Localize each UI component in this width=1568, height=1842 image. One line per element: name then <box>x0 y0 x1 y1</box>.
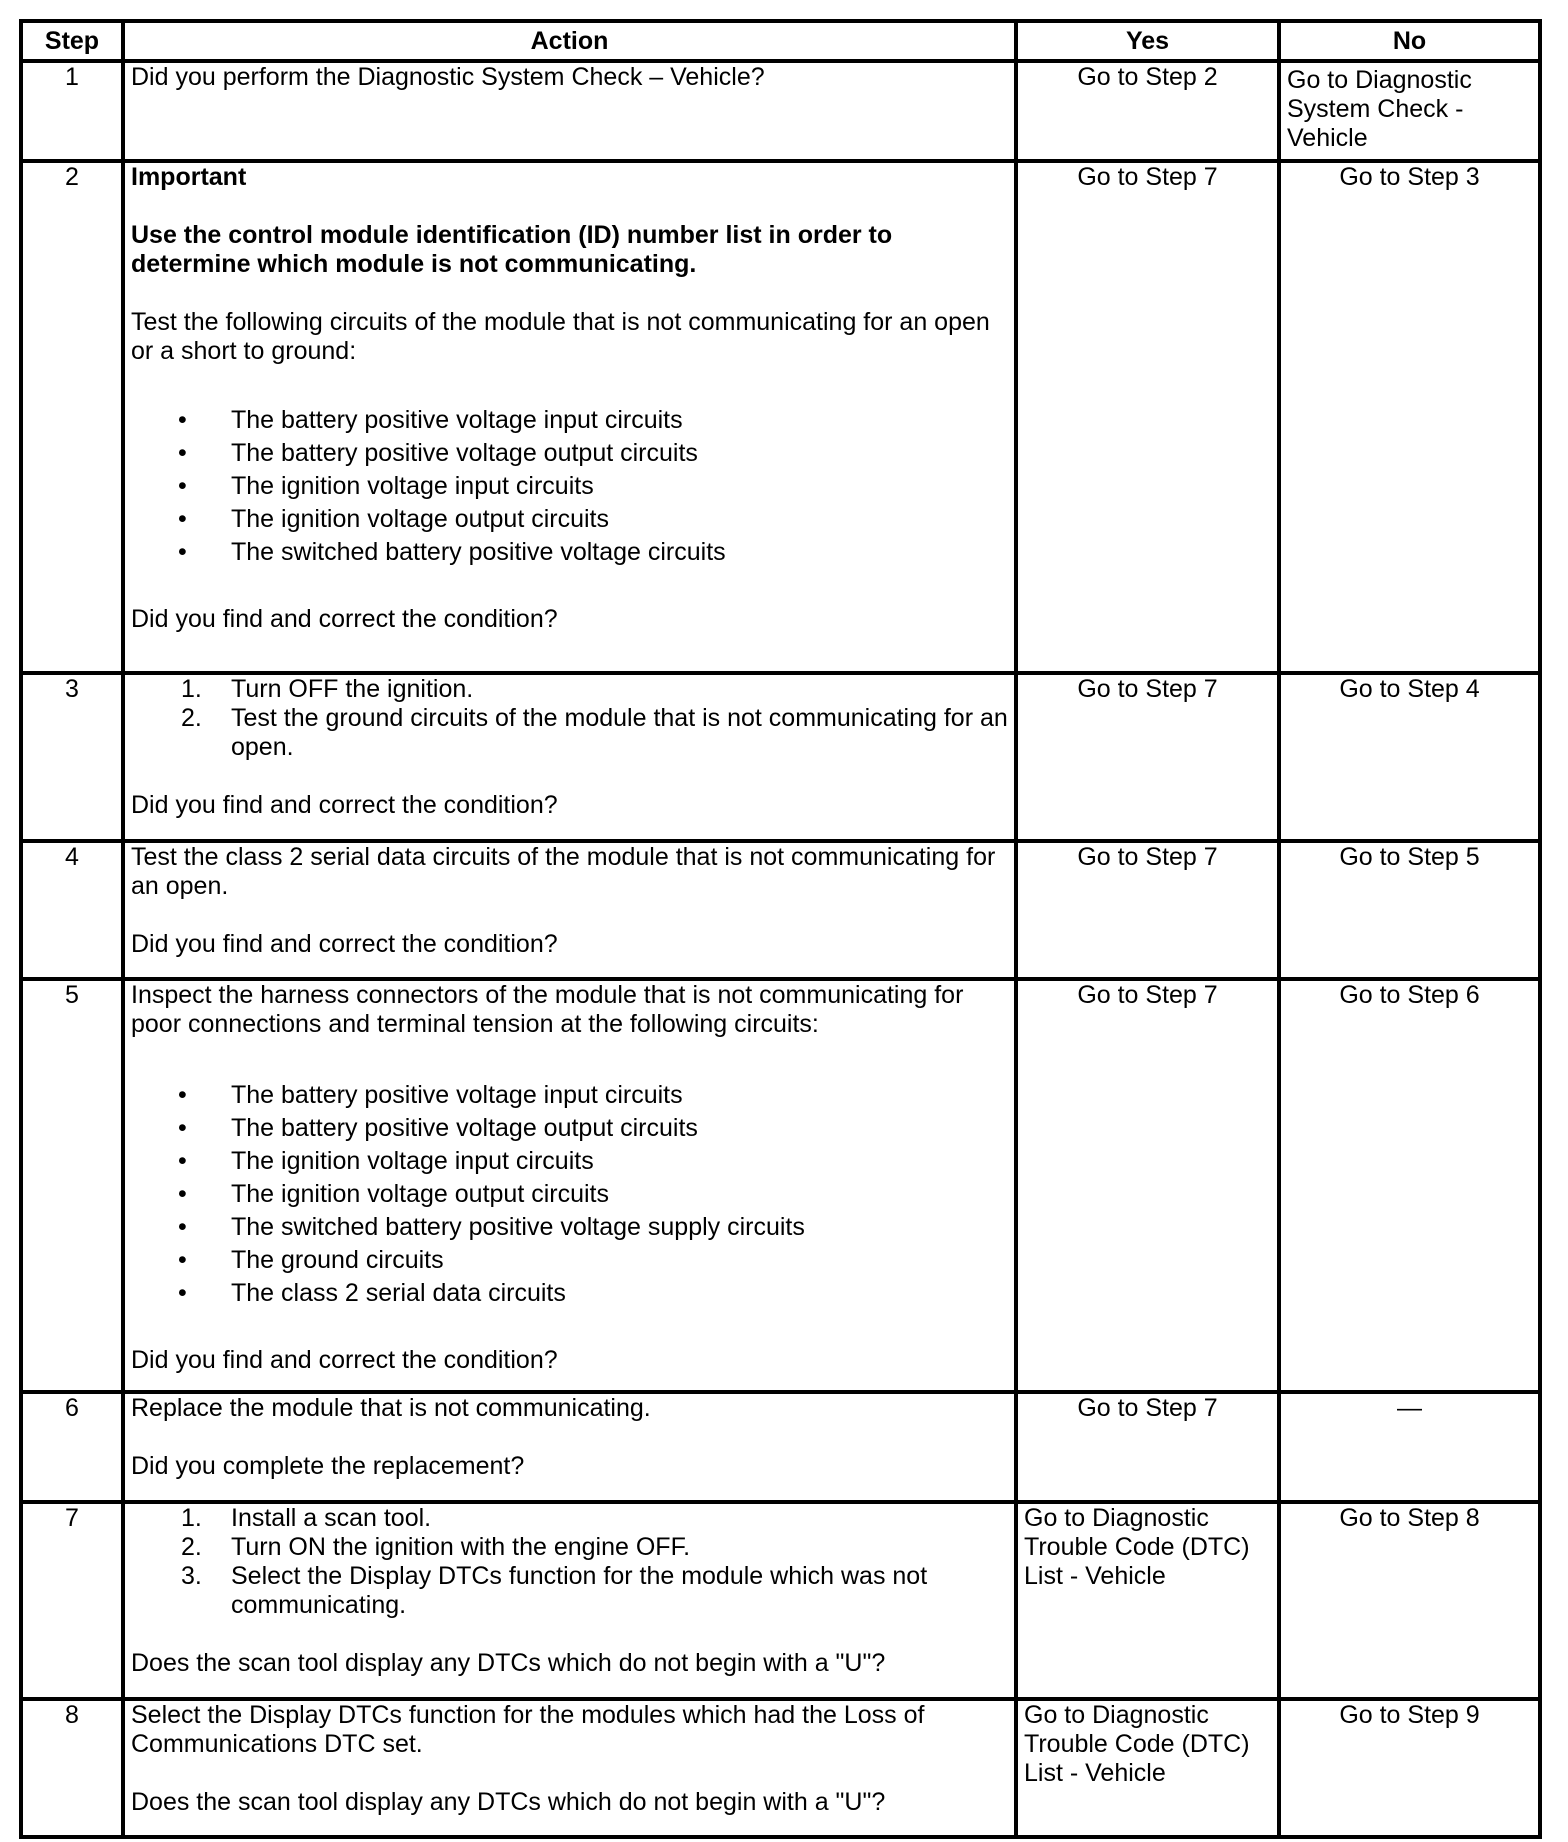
action-question: Did you find and correct the condition? <box>131 930 558 958</box>
yes-result: Go to Step 7 <box>1016 673 1279 841</box>
list-item: • The battery positive voltage output circuits <box>131 437 1008 470</box>
item-text: Turn OFF the ignition. <box>231 675 474 703</box>
list-item <box>131 704 1008 762</box>
yes-result: Go to Diagnostic Trouble Code (DTC) List - Vehicle <box>1016 1502 1279 1699</box>
item-text: Install a scan tool. <box>231 1504 432 1532</box>
step-number: 2 <box>21 161 123 673</box>
item-text: Select the Display DTCs function for the module which was not communicating. <box>231 1562 928 1619</box>
diagnostic-table <box>19 19 1542 1839</box>
important-label: Important <box>131 163 247 191</box>
table-row <box>21 61 1540 161</box>
yes-result: Go to Diagnostic Trouble Code (DTC) List - Vehicle <box>1016 1699 1279 1837</box>
action-intro: Test the class 2 serial data circuits of the module that is not communicating for an open. <box>131 843 996 900</box>
yes-result: Go to Step 7 <box>1016 161 1279 673</box>
yes-result: Go to Step 7 <box>1016 841 1279 979</box>
circuit-list <box>131 1079 1008 1310</box>
no-result: Go to Step 5 <box>1279 841 1540 979</box>
list-item: • The battery positive voltage output circuits <box>131 1112 1008 1145</box>
action-cell <box>123 673 1016 841</box>
no-result: Go to Step 8 <box>1279 1502 1540 1699</box>
header-yes: Yes <box>1016 21 1279 61</box>
numbered-list <box>131 675 1008 762</box>
list-item: • The switched battery positive voltage supply circuits <box>131 1211 1008 1244</box>
step-number: 8 <box>21 1699 123 1837</box>
list-item: • The class 2 serial data circuits <box>131 1277 1008 1310</box>
action-question: Did you find and correct the condition? <box>131 1346 558 1374</box>
action-cell <box>123 161 1016 673</box>
action-intro: Inspect the harness connectors of the module that is not communicating for poor connections and terminal tension at the following circuits: <box>131 981 964 1038</box>
list-item: • The ignition voltage input circuits <box>131 470 1008 503</box>
header-action: Action <box>123 21 1016 61</box>
action-question: Did you complete the replacement? <box>131 1452 525 1480</box>
list-item: • The ignition voltage output circuits <box>131 1178 1008 1211</box>
action-intro: Replace the module that is not communicating. <box>131 1394 651 1422</box>
table-row <box>21 1392 1540 1502</box>
no-result: Go to Step 4 <box>1279 673 1540 841</box>
item-number: 1. <box>181 675 202 703</box>
no-result: Go to Step 3 <box>1279 161 1540 673</box>
action-cell <box>123 1699 1016 1837</box>
table-row <box>21 161 1540 673</box>
action-cell <box>123 1502 1016 1699</box>
yes-result: Go to Step 7 <box>1016 979 1279 1392</box>
list-item: • The ignition voltage output circuits <box>131 503 1008 536</box>
yes-result: Go to Step 2 <box>1016 61 1279 161</box>
list-item <box>131 1562 1008 1620</box>
list-item: • The switched battery positive voltage circuits <box>131 536 1008 569</box>
list-item <box>131 1504 1008 1533</box>
list-item <box>131 675 1008 704</box>
important-text: Use the control module identification (ID) number list in order to determine which module is not communicating. <box>131 221 893 278</box>
header-no: No <box>1279 21 1540 61</box>
item-text: Turn ON the ignition with the engine OFF. <box>231 1533 691 1561</box>
yes-result: Go to Step 7 <box>1016 1392 1279 1502</box>
table-row <box>21 1502 1540 1699</box>
step-number: 7 <box>21 1502 123 1699</box>
no-result: Go to Diagnostic System Check - Vehicle <box>1279 61 1540 161</box>
action-question: Did you perform the Diagnostic System Check – Vehicle? <box>131 63 765 91</box>
action-question: Did you find and correct the condition? <box>131 791 558 819</box>
numbered-list <box>131 1504 1008 1620</box>
action-cell <box>123 1392 1016 1502</box>
list-item: • The battery positive voltage input circuits <box>131 1079 1008 1112</box>
item-number: 2. <box>181 704 202 732</box>
no-result: Go to Step 6 <box>1279 979 1540 1392</box>
list-item: • The battery positive voltage input circuits <box>131 404 1008 437</box>
item-text: Test the ground circuits of the module that is not communicating for an open. <box>231 704 1008 761</box>
step-number: 4 <box>21 841 123 979</box>
action-intro: Test the following circuits of the module that is not communicating for an open or a short to ground: <box>131 308 990 365</box>
list-item: • The ignition voltage input circuits <box>131 1145 1008 1178</box>
no-result: — <box>1279 1392 1540 1502</box>
step-number: 5 <box>21 979 123 1392</box>
table-row <box>21 1699 1540 1837</box>
header-step: Step <box>21 21 123 61</box>
no-result: Go to Step 9 <box>1279 1699 1540 1837</box>
action-cell <box>123 61 1016 161</box>
action-question: Does the scan tool display any DTCs which do not begin with a "U"? <box>131 1788 886 1816</box>
step-number: 6 <box>21 1392 123 1502</box>
action-cell <box>123 979 1016 1392</box>
step-number: 1 <box>21 61 123 161</box>
action-question: Did you find and correct the condition? <box>131 605 558 633</box>
table-row <box>21 979 1540 1392</box>
header-row <box>21 21 1540 61</box>
action-question: Does the scan tool display any DTCs which do not begin with a "U"? <box>131 1649 886 1677</box>
action-cell <box>123 841 1016 979</box>
action-intro: Select the Display DTCs function for the modules which had the Loss of Communications DTC set. <box>131 1701 925 1758</box>
item-number: 2. <box>181 1533 202 1561</box>
table-row <box>21 841 1540 979</box>
list-item <box>131 1533 1008 1562</box>
item-number: 1. <box>181 1504 202 1532</box>
list-item: • The ground circuits <box>131 1244 1008 1277</box>
circuit-list <box>131 404 1008 569</box>
step-number: 3 <box>21 673 123 841</box>
table-row <box>21 673 1540 841</box>
item-number: 3. <box>181 1562 202 1590</box>
